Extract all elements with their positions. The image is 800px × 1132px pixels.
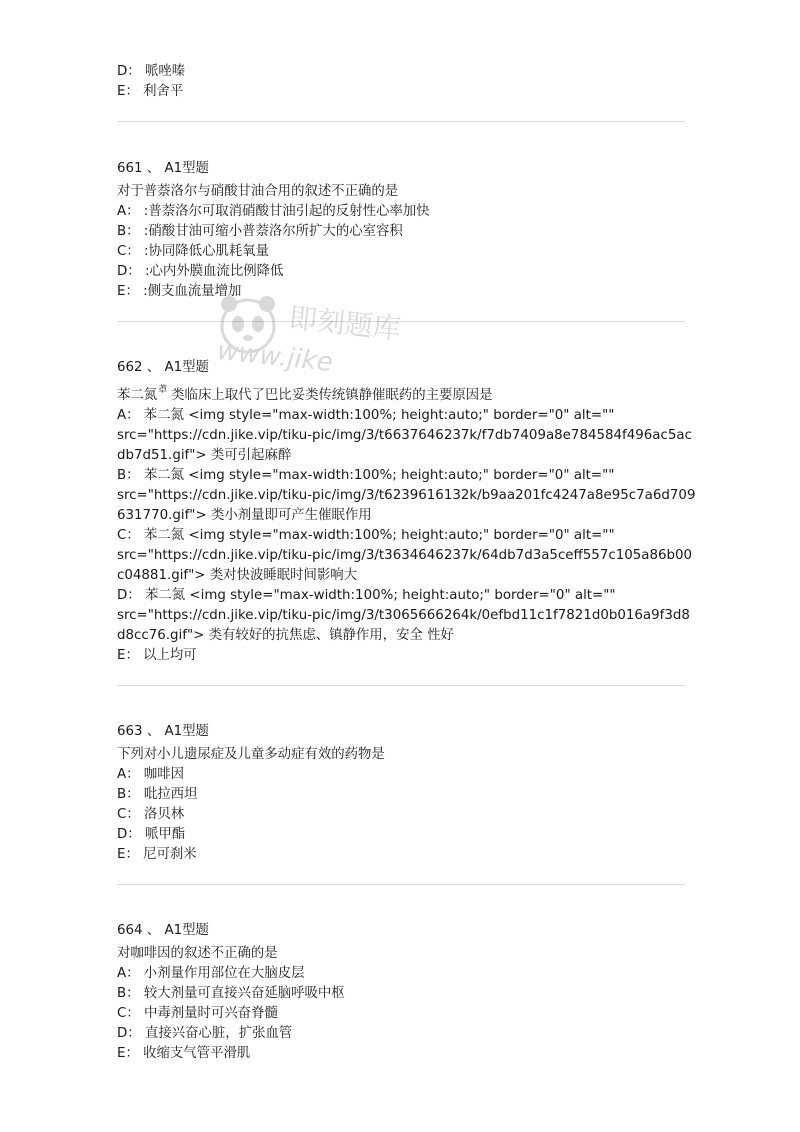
question-header: 661 、 A1型题 [117,161,209,176]
option-c: C： 苯二氮 <img style="max-width:100%; height:auto;" border="0" alt="" [117,528,615,543]
option-b: B： :硝酸甘油可缩小普萘洛尔所扩大的心室容积 [117,224,403,239]
option-a: A： 小剂量作用部位在大脑皮层 [117,966,305,981]
question-stem: 下列对小儿遗尿症及儿童多动症有效的药物是 [117,747,385,762]
option-d: D： 直接兴奋心脏，扩张血管 [117,1026,293,1041]
option-c-cont: src="https://cdn.jike.vip/tiku-pic/img/3/t3634646237k/64db7d3a5ceff557c105a86b00 [117,548,693,563]
divider [117,321,685,322]
option-e: E： :侧支血流量增加 [117,284,242,299]
divider [117,685,685,686]
option-c-cont: c04881.gif"> 类对快波睡眠时间影响大 [117,568,358,583]
option-a-cont: db7d51.gif"> 类可引起麻醉 [117,448,292,463]
option-d: D： 哌唑嗪 [117,64,186,79]
option-d: D： 苯二氮 <img style="max-width:100%; height:auto;" border="0" alt="" [117,588,616,603]
option-b: B： 吡拉西坦 [117,787,198,802]
option-b-cont: 631770.gif"> 类小剂量即可产生催眠作用 [117,508,372,523]
option-e: E： 以上均可 [117,648,197,663]
question-header: 663 、 A1型题 [117,724,209,739]
option-d: D： 哌甲酯 [117,827,186,842]
option-c: C： 中毒剂量时可兴奋脊髓 [117,1006,278,1021]
option-a: A： 苯二氮 <img style="max-width:100%; height:auto;" border="0" alt="" [117,408,615,423]
divider [117,884,685,885]
option-d-cont: src="https://cdn.jike.vip/tiku-pic/img/3/t3065666264k/0efbd11c1f7821d0b016a9f3d8 [117,608,690,623]
option-d-cont: d8cc76.gif"> 类有较好的抗焦虑、镇静作用，安全 性好 [117,628,454,643]
option-c: C： 洛贝林 [117,807,185,822]
question-header: 664 、 A1型题 [117,923,209,938]
stem-text: 类临床上取代了巴比妥类传统镇静催眠药的主要原因是 [171,388,493,403]
option-e: E： 尼可刹米 [117,847,197,862]
divider [117,121,685,122]
question-stem: 对咖啡因的叙述不正确的是 [117,946,278,961]
stem-text: 苯二氮 [117,388,158,403]
question-stem [117,386,687,406]
option-e: E： 利舍平 [117,84,184,99]
option-d: D： :心内外膜血流比例降低 [117,264,284,279]
option-b-cont: src="https://cdn.jike.vip/tiku-pic/img/3/t6239616132k/b9aa201fc4247a8e95c7a6d709 [117,488,696,503]
question-header: 662 、 A1型题 [117,360,209,375]
option-a: A： :普萘洛尔可取消硝酸甘油引起的反射性心率加快 [117,204,430,219]
question-stem: 对于普萘洛尔与硝酸甘油合用的叙述不正确的是 [117,184,399,199]
option-a: A： 咖啡因 [117,767,184,782]
option-b: B： 较大剂量可直接兴奋延脑呼吸中枢 [117,986,345,1001]
formula-glyph: 䓬 [158,385,168,395]
option-b: B： 苯二氮 <img style="max-width:100%; height:auto;" border="0" alt="" [117,468,615,483]
option-a-cont: src="https://cdn.jike.vip/tiku-pic/img/3/t6637646237k/f7db7409a8e784584f496ac5ac [117,428,692,443]
watermark-brand: 即刻题库 [287,301,403,346]
option-c: C： :协同降低心肌耗氧量 [117,244,270,259]
watermark-url: www.jike [215,336,335,378]
option-e: E： 收缩支气管平滑肌 [117,1046,251,1061]
inline-formula-image [157,387,171,401]
